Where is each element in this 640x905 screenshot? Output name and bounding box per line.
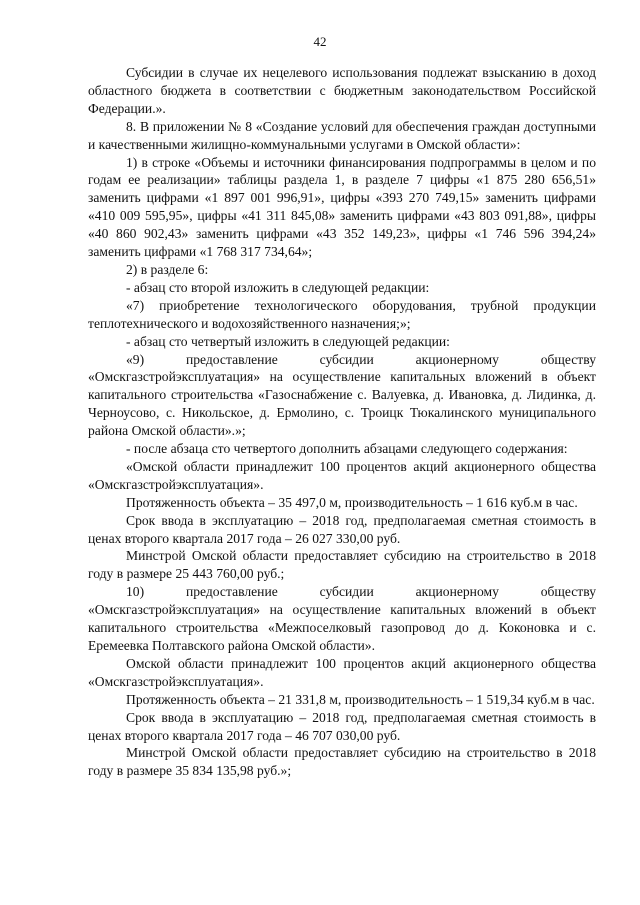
paragraph: 2) в разделе 6: [126,261,209,277]
paragraph: «7) приобретение технологического оборудования, трубной продукции теплотехнического и водохозяйственного назначения;»; [88,297,596,331]
paragraph: «Омской области принадлежит 100 процентов акций акционерного общества «Омскгазстройэксплуатация». [88,458,596,492]
paragraph: Минстрой Омской области предоставляет субсидию на строительство в 2018 году в размере 25 443 760,00 руб.; [88,548,596,582]
paragraph: Протяженность объекта – 21 331,8 м, производительность – 1 519,34 куб.м в час. [126,691,595,707]
page-number: 42 [313,34,327,49]
paragraph: 8. В приложении № 8 «Создание условий для обеспечения граждан доступными и качественными жилищно-коммунальными услугами в Омской области»: [88,118,596,152]
paragraph: - абзац сто второй изложить в следующей редакции: [126,279,430,295]
paragraph: Срок ввода в эксплуатацию – 2018 год, предполагаемая сметная стоимость в ценах второго квартала 2017 года – 26 027 330,00 руб. [88,512,596,546]
paragraph: «9) предоставление субсидии акционерному обществу «Омскгазстройэксплуатация» на осуществление капитальных вложений в объект капитального строительства «Газоснабжение с. Валуевка, д. Ивановка, д. Лидинка, д. Черноусово, с. Никольское, д. Ермолино, с. Троицк Тюкалинского муниципального района Омской области».»; [88,351,596,439]
paragraph: Омской области принадлежит 100 процентов акций акционерного общества «Омскгазстройэксплуатация». [88,655,596,689]
paragraph: - абзац сто четвертый изложить в следующей редакции: [126,333,450,349]
paragraph: Срок ввода в эксплуатацию – 2018 год, предполагаемая сметная стоимость в ценах второго квартала 2017 года – 46 707 030,00 руб. [88,709,596,743]
paragraph: - после абзаца сто четвертого дополнить абзацами следующего содержания: [126,441,568,457]
paragraph: Минстрой Омской области предоставляет субсидию на строительство в 2018 году в размере 35 834 135,98 руб.»; [88,745,596,779]
paragraph: 1) в строке «Объемы и источники финансирования подпрограммы в целом и по годам ее реализации» таблицы раздела 1, в разделе 7 цифры «1 875 280 656,51» заменить цифрами «1 897 001 996,91», цифры «393 270 749,15» заменить цифрами «410 009 595,95», цифры «41 311 845,08» заменить цифрами «43 803 091,88», цифры «40 860 902,43» заменить цифрами «43 352 149,23», цифры «1 746 596 394,24» заменить цифрами «1 768 317 734,64»; [88,154,596,260]
paragraph: Протяженность объекта – 35 497,0 м, производительность – 1 616 куб.м в час. [126,494,578,510]
paragraph: Субсидии в случае их нецелевого использования подлежат взысканию в доход областного бюджета в соответствии с бюджетным законодательством Российской Федерации.». [88,65,596,116]
paragraph: 10) предоставление субсидии акционерному обществу «Омскгазстройэксплуатация» на осуществление капитальных вложений в объект капитального строительства «Межпоселковый газопровод до д. Коконовка и с. Еремеевка Полтавского района Омской области». [88,584,596,653]
document-body [88,64,596,780]
